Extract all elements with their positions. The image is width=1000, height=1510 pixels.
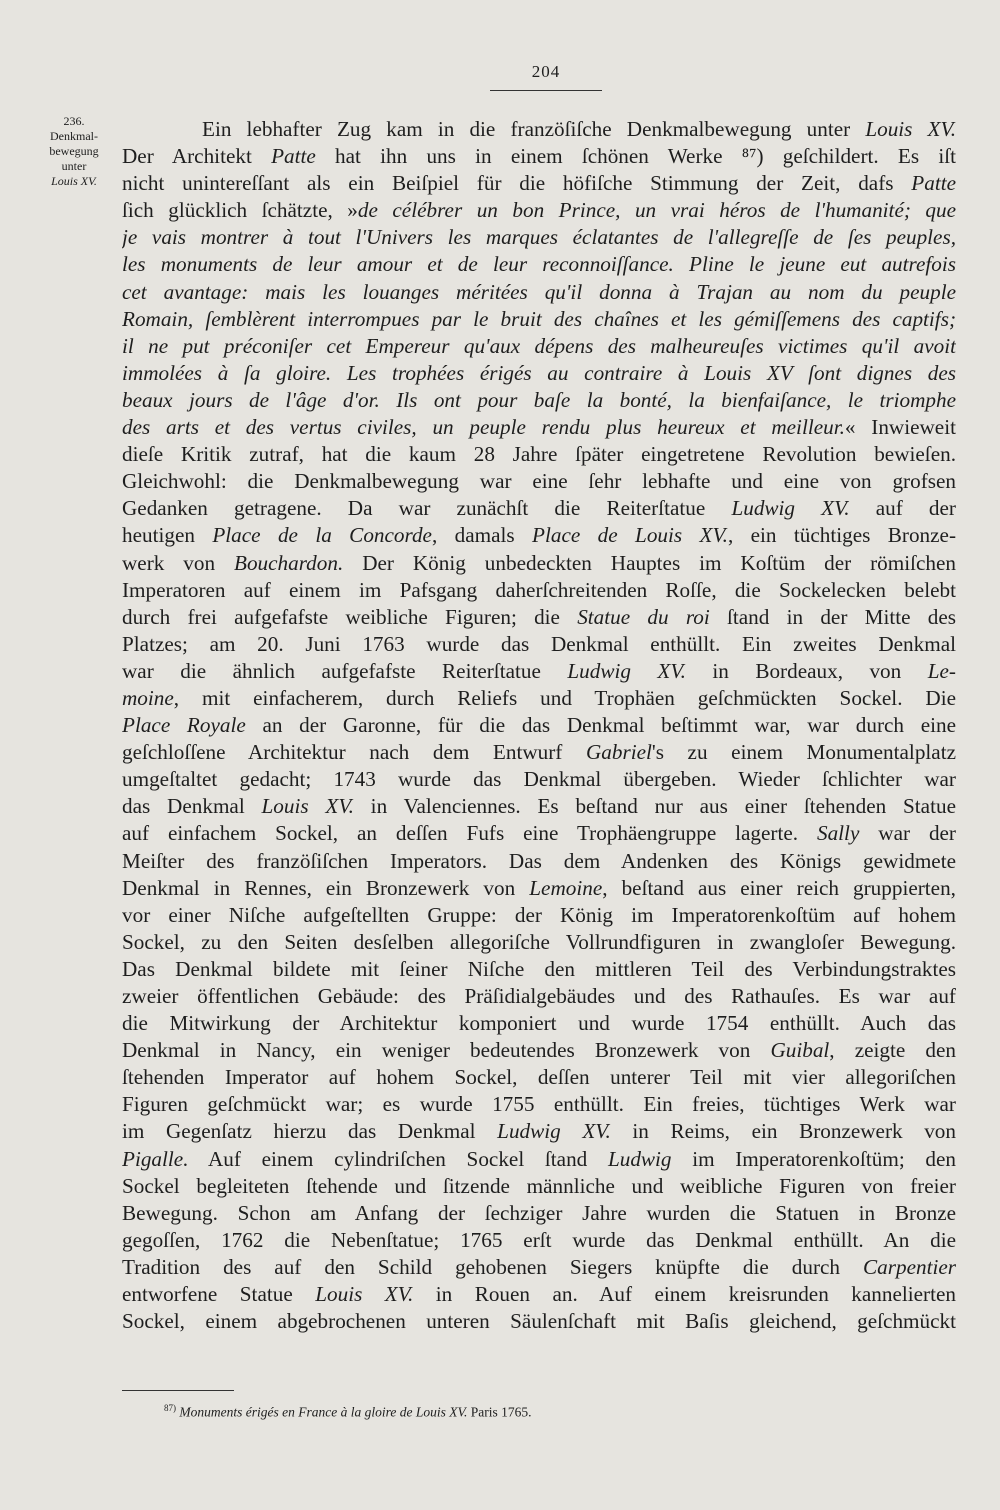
- text-run: Gleichwohl: die Denkmalbewegung war eine ſehr lebhafte und eine von grofsen: [122, 469, 956, 494]
- text-line: [122, 902, 956, 929]
- italic-run: je vais montrer à tout l'Univers les marques éclatantes de l'allegreſſe de ſes peuples,: [122, 225, 956, 250]
- text-line: [122, 170, 956, 197]
- text-line: [122, 1146, 956, 1173]
- text-run: in Reims, ein Bronzewerk von: [610, 1119, 956, 1144]
- text-run: Der Architekt: [122, 144, 272, 169]
- text-run: im Gegenſatz hierzu das Denkmal: [122, 1119, 498, 1144]
- marginal-note-line: Denkmal-: [50, 129, 98, 143]
- text-run: , beſtand aus einer reich gruppierten,: [602, 875, 956, 900]
- text-run: Der König unbedeckten Hauptes im Koſtüm der römiſchen: [343, 550, 956, 575]
- footnote-marker: 87): [164, 1403, 176, 1413]
- text-line: [122, 631, 956, 658]
- text-run: geſchloſſene Architektur nach dem Entwurf: [122, 740, 586, 765]
- text-line: [122, 414, 956, 441]
- italic-run: Ludwig XV.: [567, 658, 686, 683]
- italic-run: cet avantage: mais les louanges méritées qu'il donna à Trajan au nom du peuple: [122, 279, 956, 304]
- italic-run: il ne put préconiſer cet Empereur qu'aux dépens des malheureuſes victimes qu'il avoit: [122, 333, 956, 358]
- text-run: Imperatoren auf einem im Pafsgang daherſchreitenden Roſſe, die Sockelecken belebt: [122, 577, 956, 602]
- text-line: [122, 522, 956, 549]
- text-line: [122, 658, 956, 685]
- italic-run: Ludwig XV.: [731, 496, 850, 521]
- text-run: gegoſſen, 1762 die Nebenſtatue; 1765 erſt wurde das Denkmal enthüllt. An die: [122, 1227, 956, 1252]
- text-run: in Rouen an. Auf einem kreisrunden kannelierten: [413, 1282, 956, 1307]
- italic-run: Statue du roi: [577, 604, 710, 629]
- text-run: Denkmal in Rennes, ein Bronzewerk von: [122, 875, 530, 900]
- text-run: werk von: [122, 550, 234, 575]
- text-line: [122, 1037, 956, 1064]
- text-run: Sockel, einem abgebrochenen unteren Säulenſchaft mit Baſis gleichend, geſchmückt: [122, 1309, 956, 1334]
- text-line: [122, 279, 956, 306]
- text-line: [122, 1254, 956, 1281]
- text-run: dieſe Kritik zutraf, hat die kaum 28 Jahre ſpäter eingetretene Revolution bewieſen.: [122, 442, 956, 467]
- italic-run: Ludwig: [607, 1146, 672, 1171]
- text-run: an der Garonne, für die das Denkmal beſtimmt war, war durch eine: [245, 713, 956, 738]
- italic-run: Patte: [271, 144, 316, 169]
- text-line: [122, 387, 956, 414]
- text-line: [122, 468, 956, 495]
- text-run: Das Denkmal bildete mit ſeiner Niſche den mittleren Teil des Verbindungstraktes: [122, 956, 956, 981]
- text-run: Figuren geſchmückt war; es wurde 1755 enthüllt. Ein freies, tüchtiges Werk war: [122, 1092, 956, 1117]
- text-run: 's zu einem Monumentalplatz: [651, 740, 956, 765]
- footnote-place-year: Paris 1765.: [470, 1404, 532, 1420]
- text-run: Denkmal in Nancy, ein weniger bedeutendes Bronzewerk von: [122, 1038, 771, 1063]
- italic-run: Carpentier: [863, 1254, 956, 1279]
- text-run: ſtehenden Imperator auf hohem Sockel, deſſen unterer Teil mit vier allegoriſchen: [122, 1065, 956, 1090]
- text-line: [122, 956, 956, 983]
- text-line: [122, 848, 956, 875]
- text-run: in Bordeaux, von: [685, 658, 928, 683]
- text-line: [122, 1118, 956, 1145]
- text-run: « Inwieweit: [844, 415, 956, 440]
- text-run: Sockel, zu den Seiten desſelben allegoriſche Vollrundfiguren in zwangloſer Bewegung.: [122, 929, 956, 954]
- italic-run: Pigalle.: [122, 1146, 189, 1171]
- text-run: heutigen: [122, 523, 213, 548]
- text-run: zweier öffentlichen Gebäude: des Präſidialgebäudes und des Rathauſes. Es war auf: [122, 984, 956, 1008]
- text-line: [122, 251, 956, 278]
- text-line: [122, 820, 956, 847]
- italic-run: Place de Louis XV.: [532, 523, 728, 548]
- italic-run: moine: [122, 685, 174, 710]
- text-line: [122, 116, 956, 143]
- text-run: das Denkmal: [122, 794, 262, 819]
- italic-run: Louis XV.: [315, 1282, 414, 1307]
- text-run: im Imperatorenkoſtüm; den: [671, 1146, 956, 1171]
- text-line: [122, 360, 956, 387]
- text-line: [122, 793, 956, 820]
- text-run: Gedanken getragene. Da war zunächſt die Reiterſtatue: [122, 496, 732, 521]
- text-line: [122, 875, 956, 902]
- marginal-note-line: unter: [61, 159, 87, 173]
- italic-run: beaux jours de l'âge d'or. Ils ont pour baſe la bonté, la bienfaiſance, le triomphe: [122, 387, 956, 412]
- text-run: Sockel begleiteten ſtehende und ſitzende männliche und weibliche Figuren von freier: [122, 1173, 956, 1198]
- text-line: [122, 1200, 956, 1227]
- italic-run: Ludwig XV.: [497, 1119, 611, 1144]
- text-line: [122, 333, 956, 360]
- text-line: [122, 1091, 956, 1118]
- text-line: [122, 197, 956, 224]
- text-run: Ein lebhafter Zug kam in die franzöſiſche Denkmalbewegung unter: [202, 117, 866, 141]
- text-line: [122, 604, 956, 631]
- body-text: [122, 116, 956, 1335]
- italic-run: Louis XV.: [865, 117, 956, 141]
- marginal-note: [18, 114, 130, 189]
- footnote: [164, 1403, 764, 1421]
- italic-run: Lemoine: [529, 875, 603, 900]
- marginal-note-line: bewegung: [49, 144, 99, 158]
- text-run: Tradition des auf den Schild gehobenen Siegers knüpfte die durch: [122, 1254, 863, 1279]
- text-run: Meiſter des franzöſiſchen Imperators. Das dem Andenken des Königs gewidmete: [122, 848, 956, 873]
- text-run: Auf einem cylindriſchen Sockel ſtand: [188, 1146, 608, 1171]
- italic-run: Louis XV.: [261, 794, 354, 819]
- text-run: hat ihn uns in einem ſchönen Werke ⁸⁷) geſchildert. Es iſt: [315, 144, 956, 169]
- text-line: [122, 1227, 956, 1254]
- text-line: [122, 1281, 956, 1308]
- text-line: [122, 143, 956, 170]
- marginal-note-line: Louis XV.: [51, 174, 97, 188]
- italic-run: immolées à ſa gloire. Les trophées érigés au contraire à Louis XV ſont dignes des: [122, 360, 956, 385]
- text-run: , mit einfacherem, durch Reliefs und Trophäen geſchmückten Sockel. Die: [173, 685, 956, 710]
- text-run: war der: [859, 821, 956, 846]
- text-run: , ein tüchtiges Bronze-: [727, 523, 956, 548]
- text-line: [122, 441, 956, 468]
- text-run: , zeigte den: [829, 1038, 956, 1063]
- page-number: 204: [531, 62, 561, 81]
- italic-run: Le-: [927, 658, 956, 683]
- text-run: nicht unintereſſant als ein Beiſpiel für die höfiſche Stimmung der Zeit, dafs: [122, 171, 912, 196]
- text-run: ſich glücklich ſchätzte, »: [122, 198, 358, 223]
- text-line: [122, 1173, 956, 1200]
- text-line: [122, 224, 956, 251]
- text-line: [122, 306, 956, 333]
- italic-run: des arts et des vertus civiles, un peuple rendu plus heureux et meilleur.: [122, 415, 845, 440]
- italic-run: Guibal: [770, 1038, 830, 1063]
- text-run: vor einer Niſche aufgeſtellten Gruppe: der König im Imperatorenkoſtüm auf hohem: [122, 902, 956, 927]
- text-line: [122, 929, 956, 956]
- page-number-rule: [490, 90, 602, 91]
- text-line: [122, 495, 956, 522]
- italic-run: Patte: [911, 171, 956, 196]
- footnote-rule: [122, 1390, 234, 1391]
- text-line: [122, 550, 956, 577]
- text-line: [122, 766, 956, 793]
- text-line: [122, 1064, 956, 1091]
- text-line: [122, 712, 956, 739]
- text-line: [122, 983, 956, 1010]
- text-run: entworfene Statue: [122, 1282, 316, 1307]
- text-run: , damals: [431, 523, 533, 548]
- italic-run: de célébrer un bon Prince, un vrai héros de l'humanité; que: [357, 198, 956, 223]
- footnote-title: Monuments érigés en France à la gloire de Louis XV.: [179, 1404, 468, 1420]
- italic-run: Gabriel: [585, 740, 652, 765]
- marginal-note-number: 236.: [63, 114, 85, 128]
- italic-run: Place Royale: [122, 713, 246, 738]
- text-run: umgeſtaltet gedacht; 1743 wurde das Denkmal übergeben. Wieder ſchlichter war: [122, 767, 956, 792]
- text-run: war die ähnlich aufgefafste Reiterſtatue: [122, 658, 568, 683]
- text-line: [122, 577, 956, 604]
- text-run: auf der: [849, 496, 956, 521]
- text-run: auf einfachem Sockel, an deſſen Fufs eine Trophäengruppe lagerte.: [122, 821, 817, 846]
- text-run: Platzes; am 20. Juni 1763 wurde das Denkmal enthüllt. Ein zweites Denkmal: [122, 631, 956, 656]
- text-line: [122, 685, 956, 712]
- italic-run: Bouchardon.: [234, 550, 344, 575]
- text-line: [122, 1308, 956, 1335]
- italic-run: les monuments de leur amour et de leur reconnoiſſance. Pline le jeune eut autrefois: [122, 252, 956, 277]
- text-run: die Mitwirkung der Architektur komponiert und wurde 1754 enthüllt. Auch das: [122, 1011, 956, 1036]
- italic-run: Place de la Concorde: [212, 523, 432, 548]
- italic-run: Sally: [816, 821, 860, 846]
- text-run: Bewegung. Schon am Anfang der ſechziger Jahre wurden die Statuen in Bronze: [122, 1200, 956, 1225]
- text-run: in Valenciennes. Es beſtand nur aus einer ſtehenden Statue: [353, 794, 956, 819]
- text-line: [122, 739, 956, 766]
- text-run: ſtand in der Mitte des: [709, 604, 956, 629]
- text-run: durch frei aufgefafste weibliche Figuren; die: [122, 604, 578, 629]
- text-line: [122, 1010, 956, 1037]
- italic-run: Romain, ſemblèrent interrompues par le bruit des chaînes et les gémiſſemens des captifs;: [122, 306, 956, 331]
